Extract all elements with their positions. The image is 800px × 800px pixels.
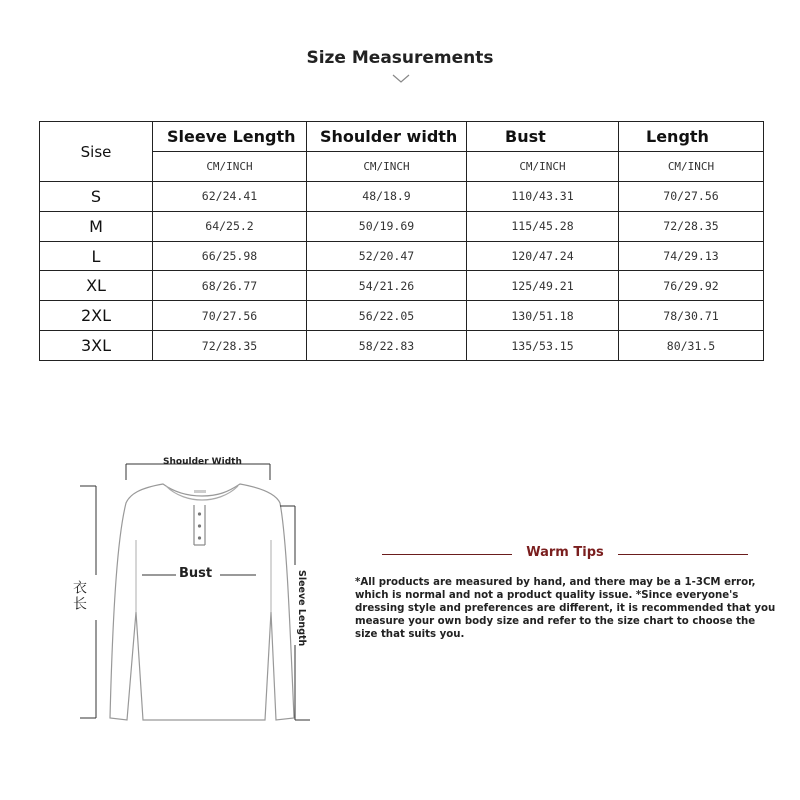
size-label: 3XL — [40, 331, 153, 361]
header-sleeve-length: Sleeve Length — [153, 122, 307, 152]
bust-label: Bust — [179, 566, 213, 581]
table-cell: 72/28.35 — [619, 211, 764, 241]
table-cell: 70/27.56 — [153, 301, 307, 331]
table-cell: 125/49.21 — [467, 271, 619, 301]
table-cell: 135/53.15 — [467, 331, 619, 361]
table-cell: 52/20.47 — [307, 241, 467, 271]
table-cell: 66/25.98 — [153, 241, 307, 271]
table-cell: 50/19.69 — [307, 211, 467, 241]
size-label: 2XL — [40, 301, 153, 331]
table-cell: 78/30.71 — [619, 301, 764, 331]
table-cell: 76/29.92 — [619, 271, 764, 301]
shoulder-width-label: Shoulder Width — [163, 457, 242, 467]
table-cell: 120/47.24 — [467, 241, 619, 271]
table-cell: 80/31.5 — [619, 331, 764, 361]
header-shoulder-width: Shoulder width — [307, 122, 467, 152]
unit-label: CM/INCH — [307, 152, 467, 182]
table-cell: 58/22.83 — [307, 331, 467, 361]
table-cell: 70/27.56 — [619, 182, 764, 212]
chevron-down-icon — [392, 74, 410, 84]
header-bust: Bust — [467, 122, 619, 152]
tips-divider-right — [618, 554, 748, 555]
table-cell: 110/43.31 — [467, 182, 619, 212]
size-column-header: Sise — [40, 122, 153, 182]
warm-tips-title: Warm Tips — [526, 545, 604, 560]
size-label: S — [40, 182, 153, 212]
table-cell: 56/22.05 — [307, 301, 467, 331]
unit-label: CM/INCH — [467, 152, 619, 182]
tips-divider-left — [382, 554, 512, 555]
size-label: M — [40, 211, 153, 241]
table-cell: 72/28.35 — [153, 331, 307, 361]
page-title: Size Measurements — [306, 48, 494, 68]
shirt-diagram — [0, 0, 340, 740]
table-cell: 130/51.18 — [467, 301, 619, 331]
header-length: Length — [619, 122, 764, 152]
size-label: XL — [40, 271, 153, 301]
shirt-outline-icon — [110, 484, 294, 720]
table-cell: 62/24.41 — [153, 182, 307, 212]
length-label: 衣长 — [71, 580, 87, 612]
unit-label: CM/INCH — [619, 152, 764, 182]
size-label: L — [40, 241, 153, 271]
table-cell: 68/26.77 — [153, 271, 307, 301]
table-cell: 48/18.9 — [307, 182, 467, 212]
table-cell: 64/25.2 — [153, 211, 307, 241]
table-cell: 54/21.26 — [307, 271, 467, 301]
sleeve-length-label: Sleeve Length — [296, 570, 307, 647]
unit-label: CM/INCH — [153, 152, 307, 182]
table-cell: 74/29.13 — [619, 241, 764, 271]
table-cell: 115/45.28 — [467, 211, 619, 241]
warm-tips-text: *All products are measured by hand, and there may be a 1-3CM error, which is normal and not a product quality issue. *Since everyone's dressing style and preferences are different, it is recommended that you measure your own body size and refer to the size chart to choose the size that suits you. — [355, 577, 776, 640]
